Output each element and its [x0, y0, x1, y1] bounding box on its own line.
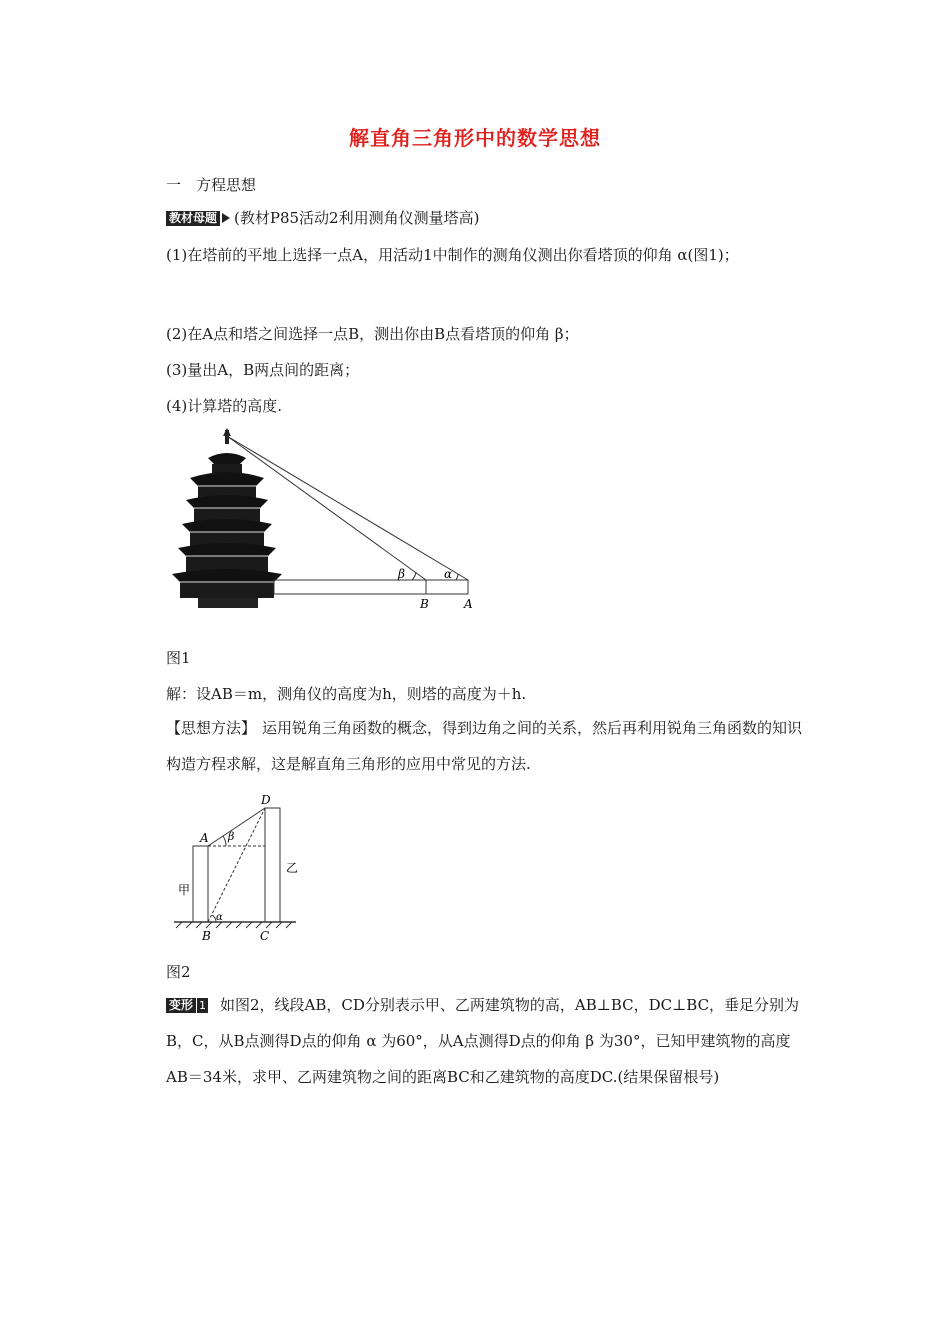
figure-1-pagoda-diagram — [168, 428, 488, 618]
fig2-building-jia: 甲 — [178, 883, 191, 897]
figure-2-buildings-diagram — [166, 790, 316, 948]
variant-text: 如图2，线段AB，CD分别表示甲、乙两建筑物的高，AB⊥BC，DC⊥BC，垂足分别为B，C，从B点测得D点的仰角 α 为60°，从A点测得D点的仰角 β 为30°，已知甲建筑物的高度AB＝34米，求甲、乙两建筑物之间的距离BC和乙建筑物的高度DC.(结果保留根号) — [166, 996, 800, 1086]
fig1-beta-label: β — [398, 567, 405, 581]
fig2-point-a: A — [200, 831, 209, 845]
method-label: 【思想方法】 — [166, 719, 257, 737]
section-heading: 一 方程思想 — [166, 176, 257, 194]
textbook-source-line — [166, 208, 479, 228]
step-2: (2)在A点和塔之间选择一点B，测出你由B点看塔顶的仰角 β； — [166, 325, 579, 343]
variant-paragraph — [166, 987, 806, 1095]
building-lines — [174, 808, 299, 928]
fig2-alpha-label: α — [216, 912, 223, 923]
step-4: (4)计算塔的高度. — [166, 397, 283, 415]
method-text: 运用锐角三角函数的概念，得到边角之间的关系，然后再利用锐角三角函数的知识构造方程求解，这是解直角三角形的应用中常见的方法. — [166, 719, 803, 773]
variant-number: 1 — [199, 999, 207, 1012]
step-1: (1)在塔前的平地上选择一点A，用活动1中制作的测角仪测出你看塔顶的仰角 α(图1)； — [166, 246, 739, 264]
pagoda-illustration — [172, 428, 282, 608]
method-paragraph — [166, 710, 806, 782]
textbook-badge: 教材母题 — [166, 211, 220, 226]
fig2-point-d: D — [261, 793, 271, 807]
fig2-beta-label: β — [228, 830, 235, 843]
figure-2-caption: 图2 — [166, 963, 191, 981]
play-icon — [222, 213, 230, 223]
fig1-point-b: B — [420, 597, 429, 611]
textbook-source: (教材P85活动2利用测角仪测量塔高) — [234, 209, 480, 227]
fig1-alpha-label: α — [444, 567, 453, 581]
figure-1-caption: 图1 — [166, 649, 191, 667]
fig1-point-a: A — [464, 597, 473, 611]
solution-text: 解：设AB＝m，测角仪的高度为h，则塔的高度为＋h. — [166, 685, 527, 703]
fig2-point-b: B — [202, 929, 211, 943]
variant-badge: 变形 — [166, 998, 196, 1013]
page-title: 解直角三角形中的数学思想 — [349, 126, 601, 150]
step-3: (3)量出A，B两点间的距离； — [166, 361, 360, 379]
fig2-point-c: C — [260, 929, 270, 943]
fig2-building-yi: 乙 — [286, 861, 299, 875]
